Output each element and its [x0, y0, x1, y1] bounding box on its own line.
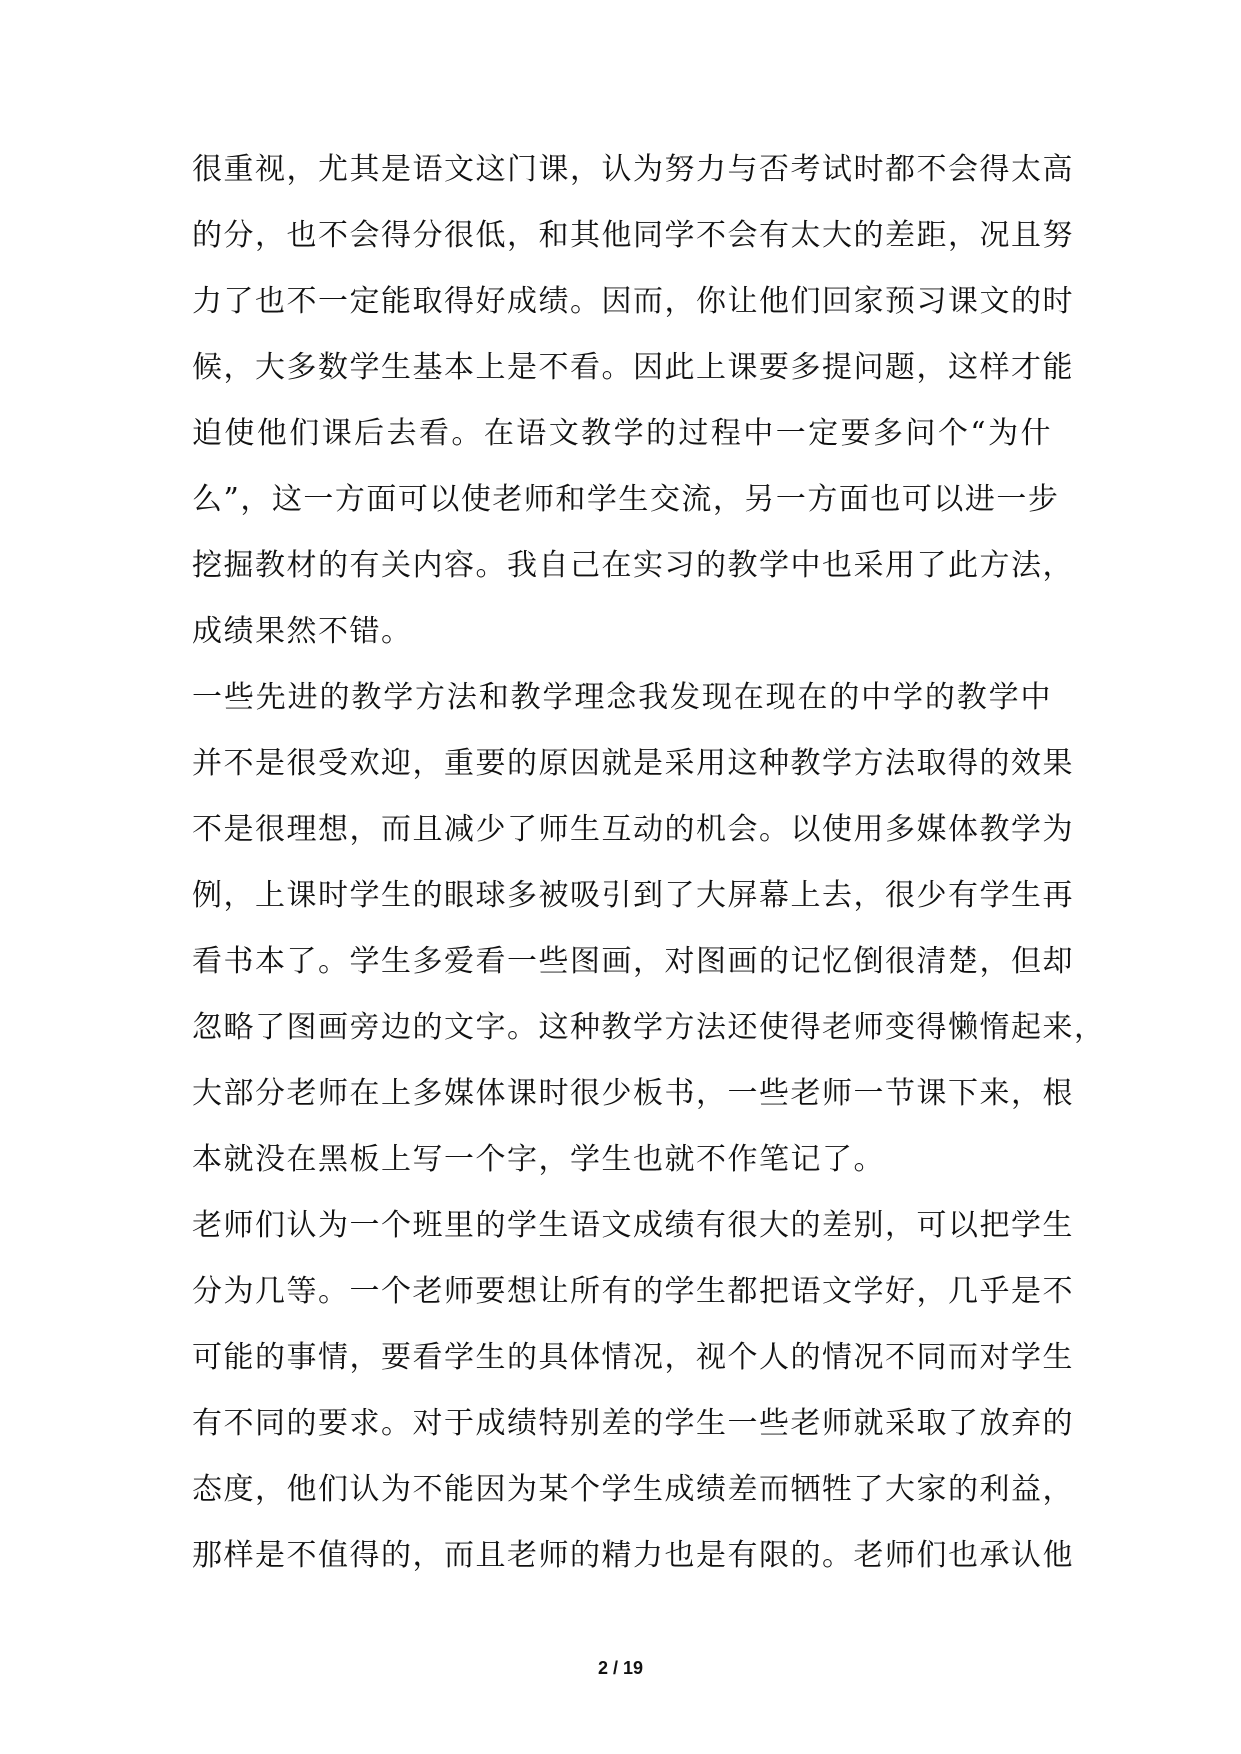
text-line: 例，上课时学生的眼球多被吸引到了大屏幕上去，很少有学生再: [192, 878, 1074, 913]
text-line: 分为几等。一个老师要想让所有的学生都把语文学好，几乎是不: [192, 1274, 1074, 1309]
text-line: 有不同的要求。对于成绩特别差的学生一些老师就采取了放弃的: [192, 1406, 1074, 1441]
text-line: 那样是不值得的，而且老师的精力也是有限的。老师们也承认他: [192, 1538, 1074, 1573]
text-line: 并不是很受欢迎，重要的原因就是采用这种教学方法取得的效果: [192, 746, 1074, 781]
text-line: 老师们认为一个班里的学生语文成绩有很大的差别，可以把学生: [192, 1208, 1074, 1243]
text-line: 看书本了。学生多爱看一些图画，对图画的记忆倒很清楚，但却: [192, 944, 1074, 979]
text-line: 大部分老师在上多媒体课时很少板书，一些老师一节课下来，根: [192, 1076, 1074, 1111]
text-line: 本就没在黑板上写一个字，学生也就不作笔记了。: [192, 1142, 885, 1177]
text-line: 态度，他们认为不能因为某个学生成绩差而牺牲了大家的利益，: [192, 1472, 1074, 1507]
text-line: 力了也不一定能取得好成绩。因而，你让他们回家预习课文的时: [192, 284, 1074, 319]
text-line: 挖掘教材的有关内容。我自己在实习的教学中也采用了此方法，: [192, 548, 1074, 583]
text-line: 候，大多数学生基本上是不看。因此上课要多提问题，这样才能: [192, 350, 1074, 385]
text-line: 的分，也不会得分很低，和其他同学不会有太大的差距，况且努: [192, 218, 1074, 253]
text-line: 成绩果然不错。: [192, 614, 413, 649]
text-line: 可能的事情，要看学生的具体情况，视个人的情况不同而对学生: [192, 1340, 1074, 1375]
text-line: 忽略了图画旁边的文字。这种教学方法还使得老师变得懒惰起来，: [192, 1010, 1106, 1045]
text-line: 很重视，尤其是语文这门课，认为努力与否考试时都不会得太高: [192, 152, 1074, 187]
body-text: [192, 137, 1106, 1589]
text-line: 迫使他们课后去看。在语文教学的过程中一定要多问个“为什: [192, 416, 1052, 451]
text-line: 不是很理想，而且减少了师生互动的机会。以使用多媒体教学为: [192, 812, 1074, 847]
text-line: 一些先进的教学方法和教学理念我发现在现在的中学的教学中: [192, 680, 1052, 715]
page-number: 2 / 19: [597, 1658, 644, 1678]
text-line: 么”，这一方面可以使老师和学生交流，另一方面也可以进一步: [192, 482, 1060, 517]
